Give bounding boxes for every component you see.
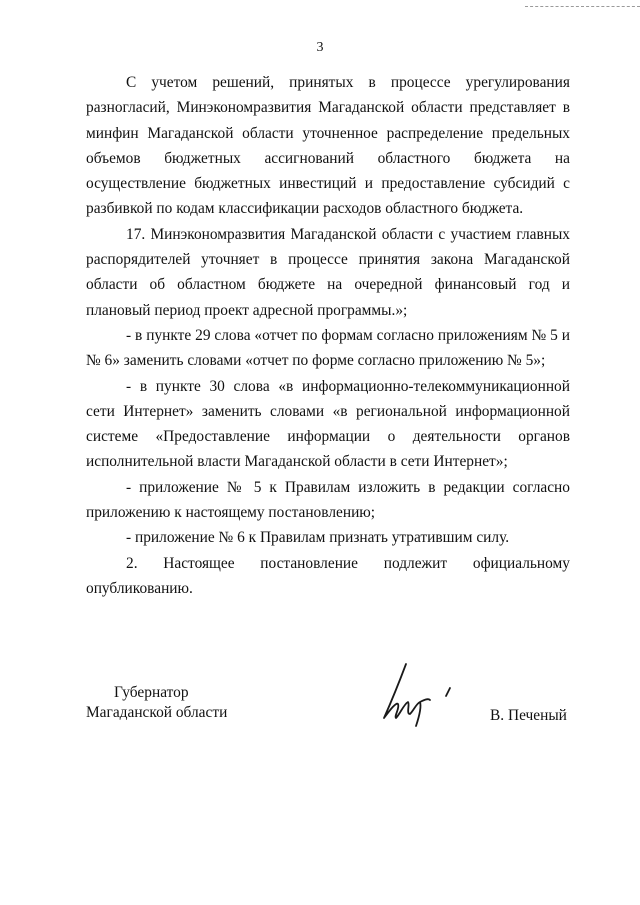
page-number: 3 [316,40,324,55]
governor-title: Губернатор [114,684,189,701]
paragraph-appendix-5: - приложение № 5 к Правилам изложить в редакции согласно приложению к настоящему постановлению; [86,478,570,522]
paragraph-point-29: - в пункте 29 слова «отчет по формам согласно приложениям № 5 и № 6» заменить словами «отчет по форме согласно приложению № 5»; [86,326,570,370]
paragraph-budget-distribution: С учетом решений, принятых в процессе урегулирования разногласий, Минэкономразвития Магаданской области представляет в минфин Магаданской области уточненное распределение предельных объемов бюджетных ассигнований областного бюджета на осуществление бюджетных инвестиций и предоставление субсидий с разбивкой по кодам классификации расходов областного бюджета. [86,74,570,218]
document-body [86,70,570,601]
paragraph-publication: 2. Настоящее постановление подлежит официальному опубликованию. [86,554,570,597]
scan-edge-line [525,0,640,7]
governor-region: Магаданской области [86,704,228,721]
paragraph-appendix-6: - приложение № 6 к Правилам признать утратившим силу. [126,529,510,547]
handwritten-signature [372,658,462,728]
paragraph-item-17: 17. Минэкономразвития Магаданской области с участием главных распорядителей уточняет в процессе принятия закона Магаданской области об областном бюджете на очередной финансовый год и плановый период проект адресной программы.»; [86,225,570,319]
signer-name: В. Печеный [490,707,567,724]
paragraph-point-30: - в пункте 30 слова «в информационно-телекоммуникационной сети Интернет» заменить словами «в региональной информационной системе «Предоставление информации о деятельности органов исполнительной власти Магаданской области в сети Интернет»; [86,377,570,471]
